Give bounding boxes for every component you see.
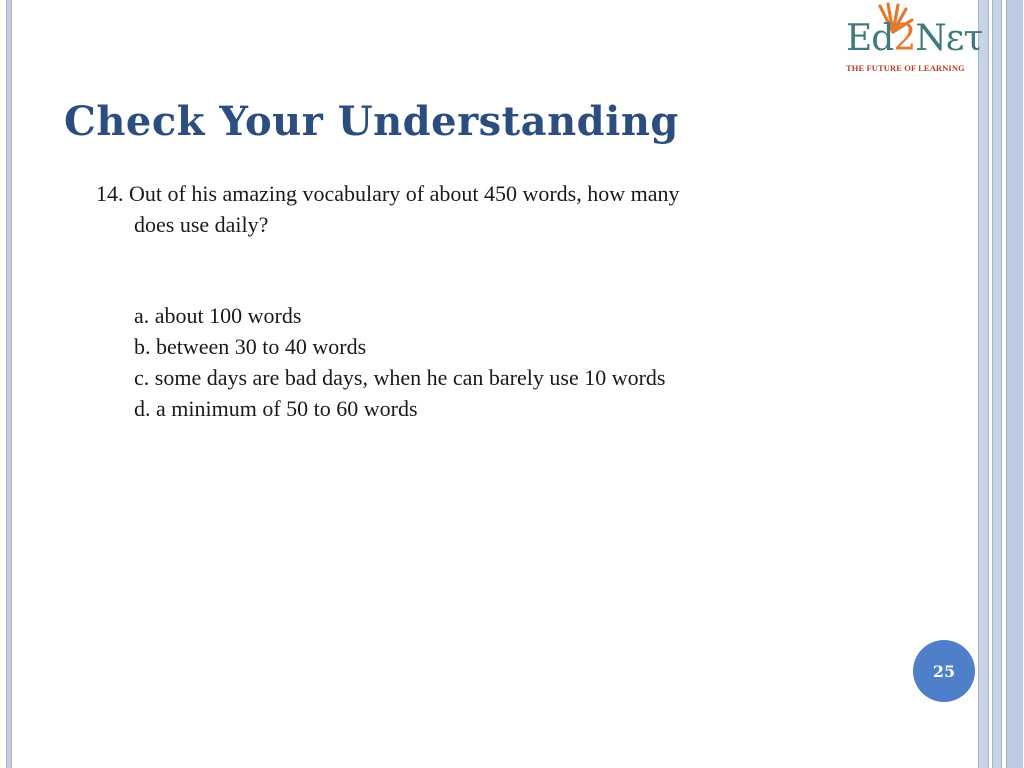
question-text [96,178,916,240]
logo-tagline: THE FUTURE OF LEARNING [846,63,965,73]
answer-option-a: a. about 100 words [134,303,302,328]
ed2net-logo [840,2,983,78]
right-border-stripe [992,0,1002,768]
slide-title: Check Your Understanding [64,98,679,145]
logo-ed: Ed [846,18,894,59]
right-border-stripe [978,0,989,768]
left-border-stripe [6,0,12,768]
right-border-stripe [1006,0,1023,768]
page-number-badge: 25 [913,640,975,702]
answer-option-d: d. a minimum of 50 to 60 words [134,396,418,421]
question-line-1: 14. Out of his amazing vocabulary of about 450 words, how many [96,181,680,206]
answer-option-b: b. between 30 to 40 words [134,334,367,359]
question-line-2: does use daily? [134,212,269,237]
answer-list [134,300,666,424]
answer-option-c: c. some days are bad days, when he can barely use 10 words [134,365,666,390]
logo-two: 2 [893,18,916,59]
logo-wordmark [846,18,982,59]
logo-net: Nετ [915,18,983,59]
